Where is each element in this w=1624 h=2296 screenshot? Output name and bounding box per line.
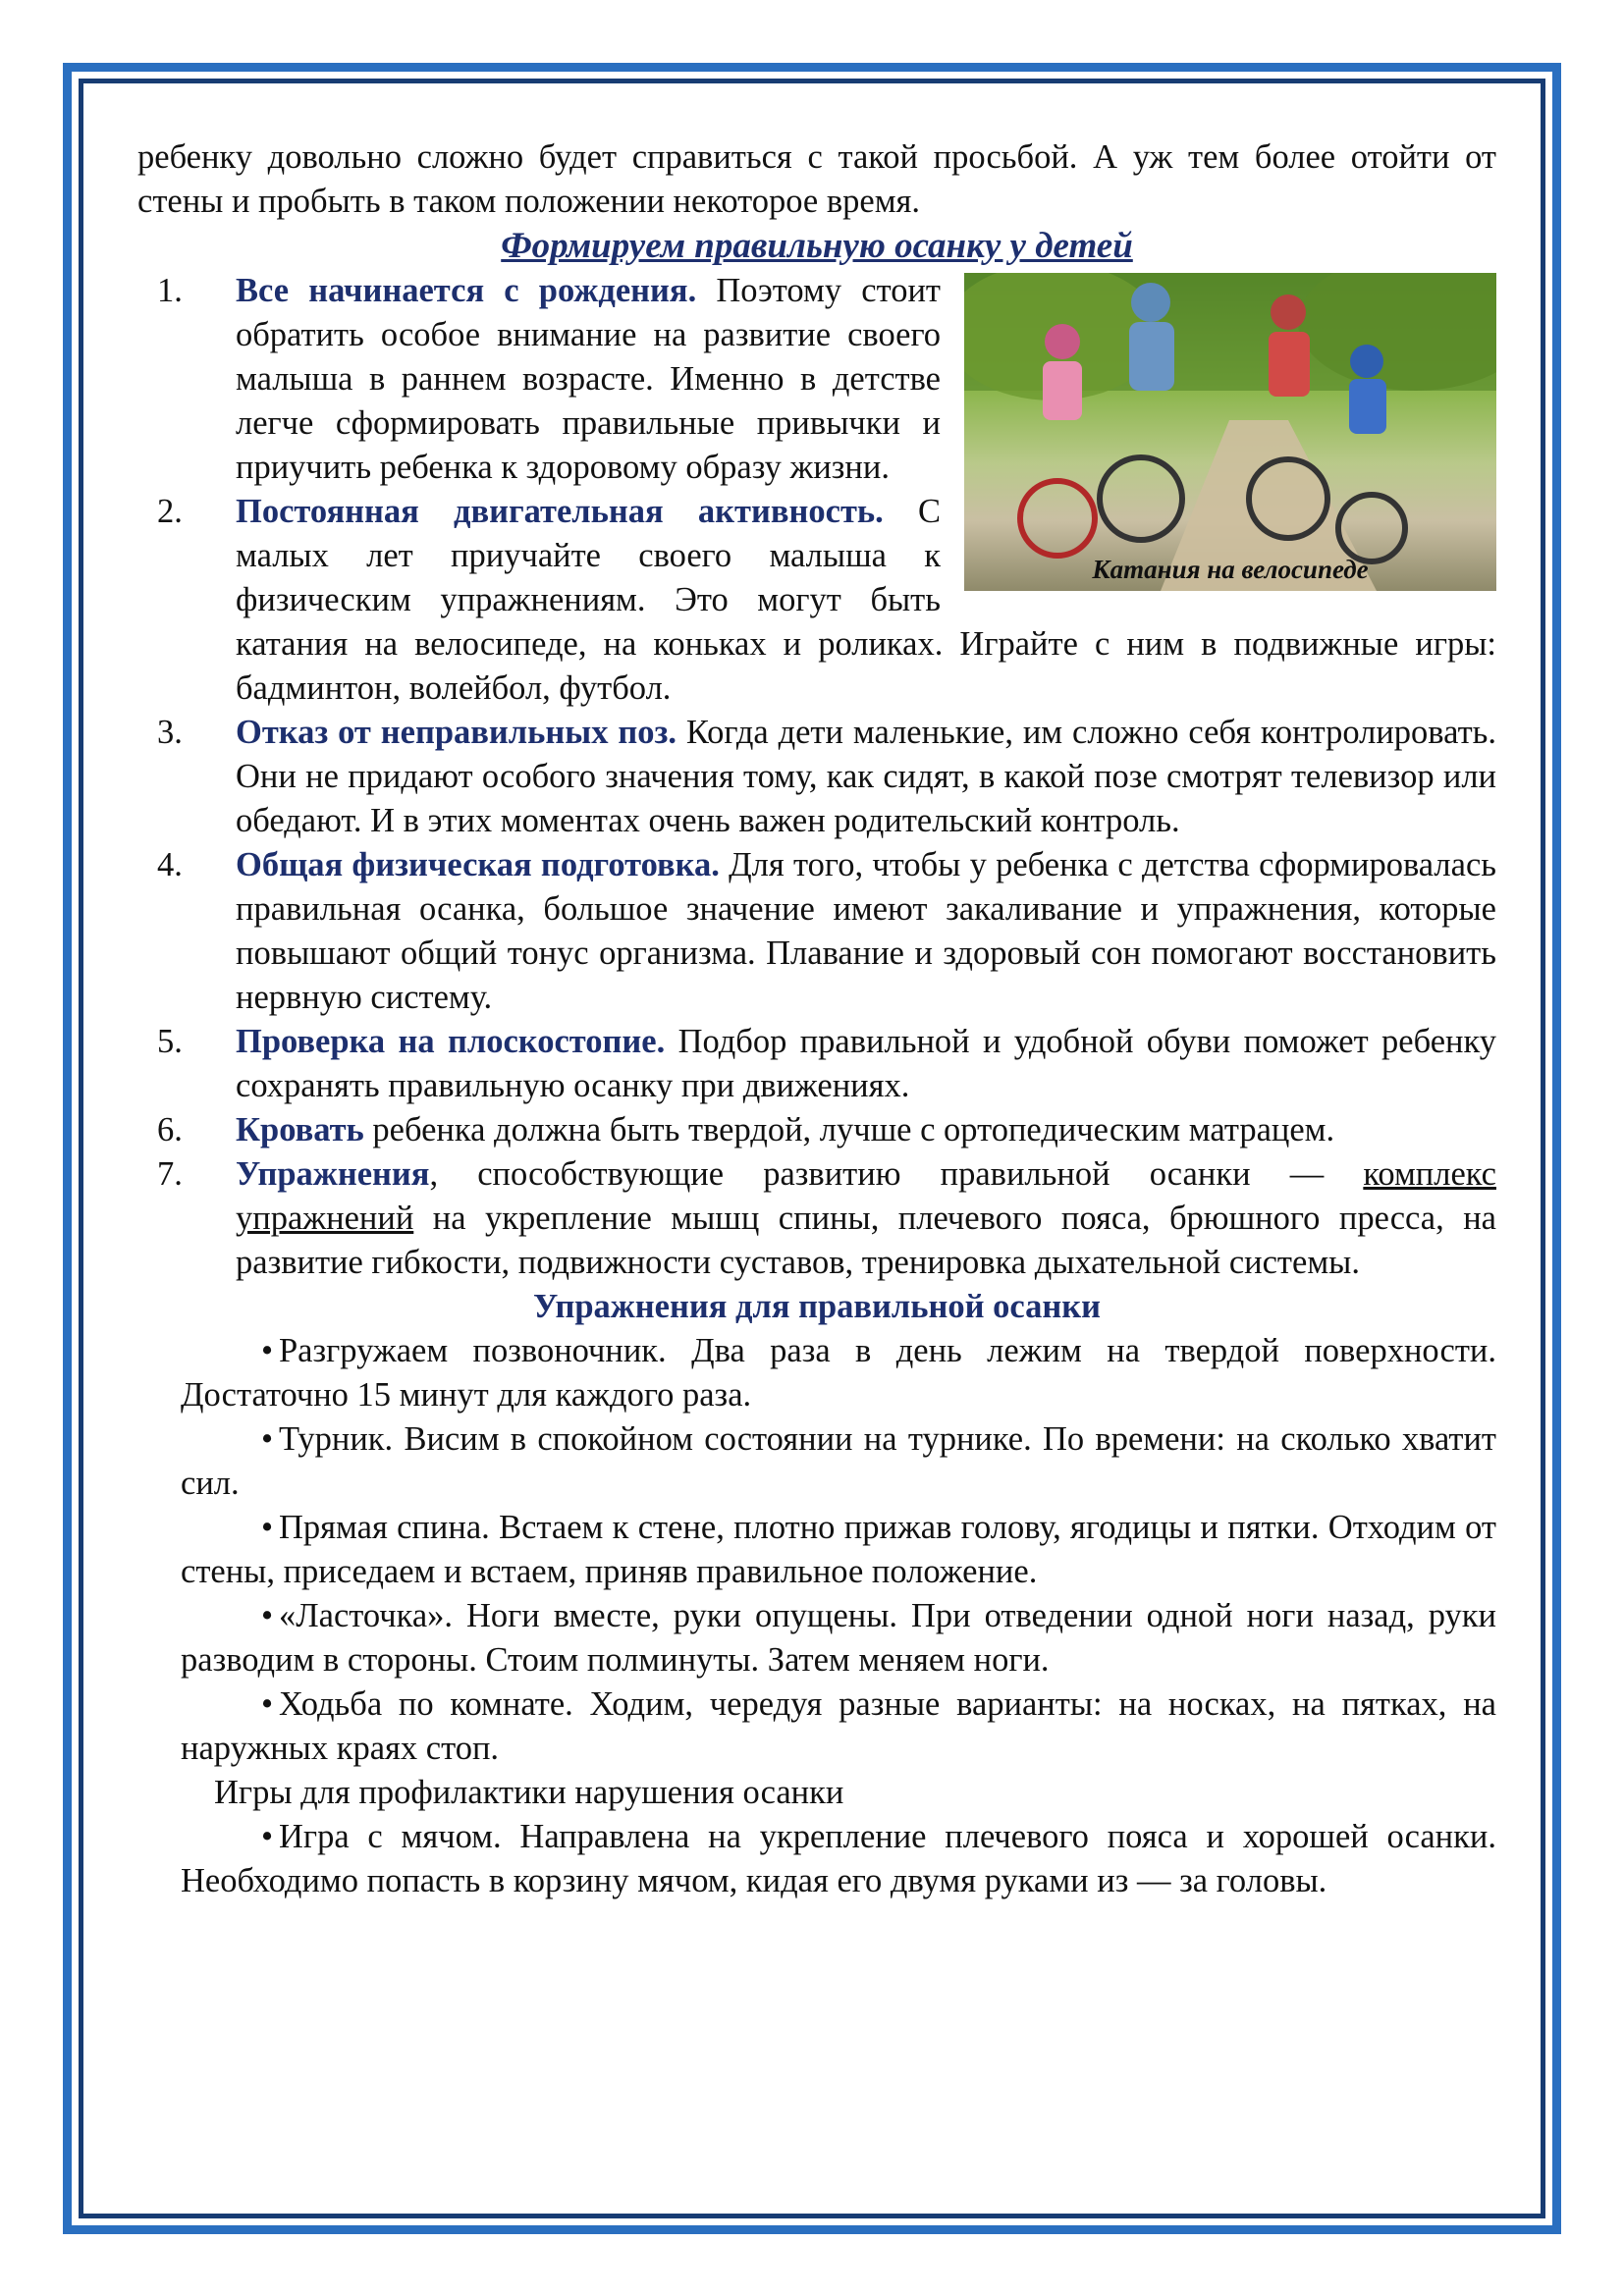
list-item — [137, 1152, 1496, 1285]
posture-steps-list — [137, 269, 1496, 1285]
exercise-text: «Ласточка». Ноги вместе, руки опущены. При отведении одной ноги назад, руки разводим в стороны. Стоим полминуты. Затем меняем ноги. — [181, 1597, 1496, 1679]
bullet-icon: • — [261, 1332, 274, 1369]
exercise-text: Ходьба по комнате. Ходим, чередуя разные варианты: на носках, на пятках, на наружных краях стоп. — [181, 1685, 1496, 1767]
list-item-heading: Кровать — [236, 1111, 364, 1148]
list-item-number: 3. — [157, 714, 183, 751]
games-list — [137, 1815, 1496, 1903]
document-page — [137, 135, 1496, 1903]
list-item-heading: Отказ от неправильных поз. — [236, 714, 677, 751]
list-item — [181, 1682, 1496, 1771]
list-item-text: , способствующие развитию правильной осанки — — [429, 1155, 1364, 1193]
exercises-title: Упражнения для правильной осанки — [532, 1288, 1102, 1325]
list-item-number: 6. — [157, 1111, 183, 1148]
bullet-icon: • — [261, 1818, 274, 1855]
game-text: Игра с мячом. Направлена на укрепление плечевого пояса и хорошей осанки. Необходимо попасть в корзину мячом, кидая его двумя руками из — за головы. — [181, 1818, 1496, 1899]
intro-paragraph: ребенку довольно сложно будет справиться с такой просьбой. А уж тем более отойти от стены и пробыть в таком положении некоторое время. — [137, 138, 1496, 220]
list-item — [137, 1108, 1496, 1152]
list-item-heading: Все начинается с рождения. — [236, 272, 697, 309]
bullet-icon: • — [261, 1685, 274, 1723]
list-item — [137, 1020, 1496, 1108]
photo-caption: Катания на велосипеде — [1092, 555, 1369, 584]
exercises-list — [137, 1329, 1496, 1771]
list-item — [181, 1594, 1496, 1682]
games-title: Игры для профилактики нарушения осанки — [214, 1774, 844, 1811]
section-title: Формируем правильную осанку у детей — [501, 226, 1133, 266]
bullet-icon: • — [261, 1420, 274, 1458]
exercise-complex-link[interactable]: комплекс упражнений — [236, 1155, 1496, 1237]
bullet-icon: • — [261, 1597, 274, 1634]
list-item — [137, 711, 1496, 843]
list-item-number: 1. — [157, 272, 183, 309]
exercise-text: Разгружаем позвоночник. Два раза в день лежим на твердой поверхности. Достаточно 15 минут для каждого раза. — [181, 1332, 1496, 1414]
list-item-number: 4. — [157, 846, 183, 883]
list-item-text: Поэтому стоит обратить особое внимание на развитие своего малыша в раннем возрасте. Именно в детстве легче сформировать правильные привычки и приучить ребенка к здоровому образу жизни. — [236, 272, 941, 486]
list-item-number: 2. — [157, 493, 183, 530]
exercise-text: Прямая спина. Встаем к стене, плотно прижав голову, ягодицы и пятки. Отходим от стены, приседаем и встаем, приняв правильное положение. — [181, 1509, 1496, 1590]
list-item-text: Для того, чтобы у ребенка с детства сформировалась правильная осанка, большое значение имеют закаливание и упражнения, которые повышают общий тонус организма. Плавание и здоровый сон помогают восстановить нервную систему. — [236, 846, 1497, 1016]
list-item-number: 7. — [157, 1155, 183, 1193]
list-item-text: ребенка должна быть твердой, лучше с ортопедическим матрацем. — [363, 1111, 1335, 1148]
list-item — [181, 1329, 1496, 1417]
list-item — [181, 1506, 1496, 1594]
exercise-text: Турник. Висим в спокойном состоянии на турнике. По времени: на сколько хватит сил. — [181, 1420, 1496, 1502]
list-item-heading: Общая физическая подготовка. — [236, 846, 720, 883]
bullet-icon: • — [261, 1509, 274, 1546]
list-item — [181, 1815, 1496, 1903]
list-item-text: на укрепление мышц спины, плечевого пояса, брюшного пресса, на развитие гибкости, подвижности суставов, тренировка дыхательной системы. — [236, 1200, 1496, 1281]
list-item-heading: Упражнения — [236, 1155, 430, 1193]
list-item-text: Подбор правильной и удобной обуви поможет ребенку сохранять правильную осанку при движениях. — [236, 1023, 1496, 1104]
list-item-text: С малых лет приучайте своего малыша к физическим упражнениям. Это могут быть катания на велосипеде, на коньках и роликах. Играйте с ним в подвижные игры: бадминтон, волейбол, футбол. — [236, 493, 1496, 707]
list-item — [137, 490, 1496, 711]
list-item — [137, 843, 1496, 1020]
list-item-text: Когда дети маленькие, им сложно себя контролировать. Они не придают особого значения тому, как сидят, в какой позе смотрят телевизор или обедают. И в этих моментах очень важен родительский контроль. — [236, 714, 1496, 839]
list-item — [137, 269, 1496, 490]
list-item-heading: Проверка на плоскостопие. — [236, 1023, 666, 1060]
list-item-number: 5. — [157, 1023, 183, 1060]
list-item — [181, 1417, 1496, 1506]
list-item-heading: Постоянная двигательная активность. — [236, 493, 884, 530]
